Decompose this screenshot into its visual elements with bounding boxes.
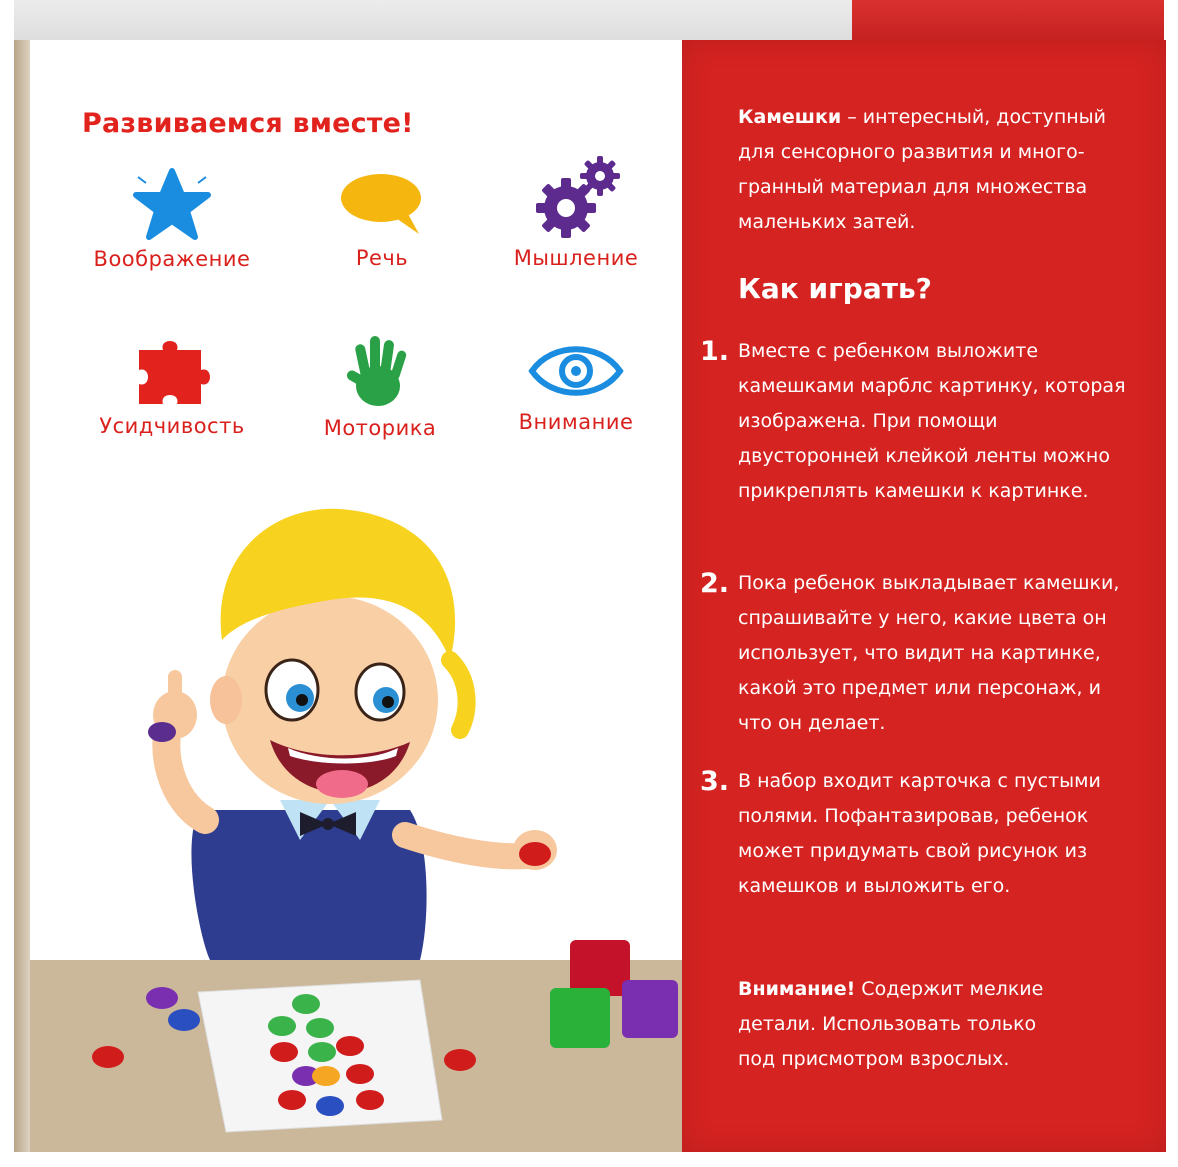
step-number: 1. [700,336,730,367]
skill-label: Воображение [93,247,251,271]
step-text: Пока ребенок выкладывает камешки, спрашивайте у него, какие цвета он использует, что видит на картинке, какой это предмет или персонаж, и что он делает. [738,572,1120,734]
skill-attention [476,338,676,434]
green-cube [550,988,610,1048]
intro-bold: Камешки [738,106,842,128]
purple-cube [622,980,678,1038]
intro-text [738,100,1138,240]
skill-imagination [72,165,272,271]
skill-thinking [476,152,676,270]
how-to-play-heading: Как играть? [738,272,932,305]
boy-playing-illustration [30,480,682,1152]
speech-bubble-icon [337,168,427,240]
step-number: 3. [700,766,730,797]
red-marble [519,842,551,866]
skill-speech [282,168,482,270]
skill-label: Внимание [518,410,634,434]
skill-label: Моторика [323,416,437,440]
skill-label: Усидчивость [99,414,245,438]
skill-label: Речь [355,246,409,270]
puzzle-icon [129,330,215,408]
step-text: В набор входит карточка с пустыми полями. Пофантазировав, ребенок может придумать свой рисунок из камешков и выложить его. [738,770,1101,897]
warning-text [738,972,1078,1077]
warning-bold: Внимание! [738,978,856,1000]
step-number: 2. [700,568,730,599]
develop-together-heading: Развиваемся вместе! [82,108,414,139]
skill-label: Мышление [513,246,639,270]
step-text: Вместе с ребенком выложите камешками марблс картинку, которая изображена. При помощи двусторонней клейкой ленты можно прикреплять камешки к картинке. [738,340,1126,502]
eye-icon [528,338,624,404]
box-top-flap-red [852,0,1164,44]
star-icon [130,165,214,241]
intro-rest: – интересный, доступный для сенсорного развития и много-гранный материал для множества маленьких затей. [738,106,1107,233]
hand-icon [340,330,420,410]
gears-icon [526,152,626,240]
skill-motor-skills [280,330,480,440]
red-cube [570,940,630,996]
skill-perseverance [72,330,272,438]
purple-marble [148,722,176,742]
warning-rest: Содержит мелкие детали. Использовать только под присмотром взрослых. [738,978,1044,1070]
vest [191,810,426,960]
